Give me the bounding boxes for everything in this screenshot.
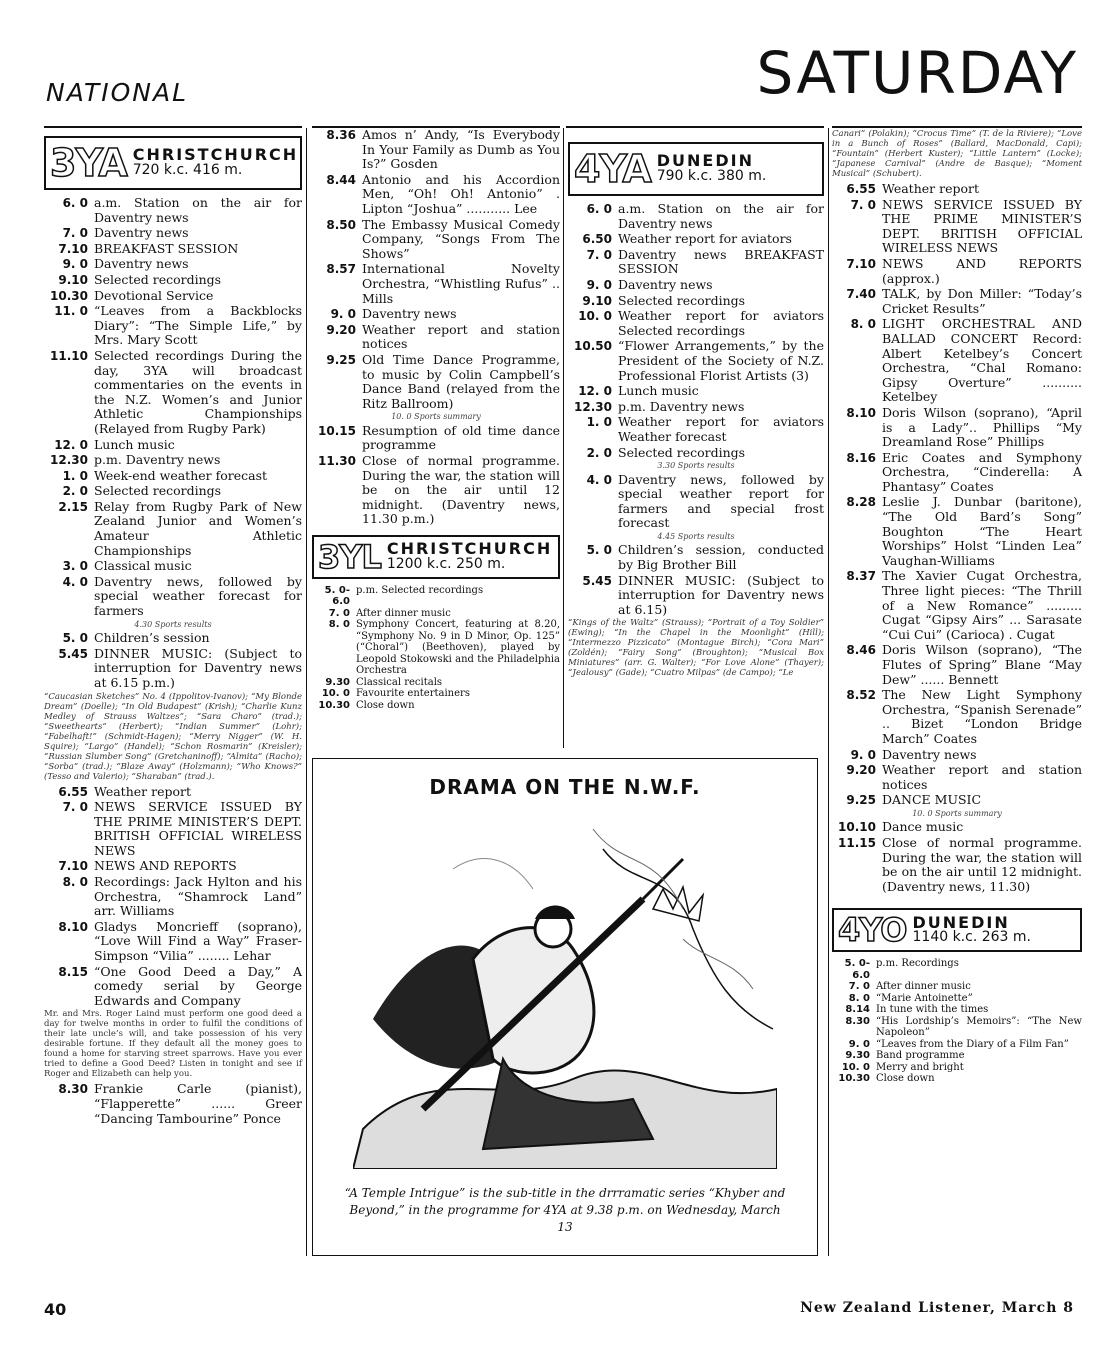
programme-description: Weather report for aviators Weather forecast — [618, 414, 824, 444]
programme-time: 8. 0 — [850, 317, 876, 332]
day-heading: SATURDAY — [756, 39, 1078, 107]
programme-time: 10. 0 — [578, 309, 612, 324]
programme-time: 8.16 — [846, 450, 876, 465]
programme-item — [44, 289, 302, 304]
programme-item — [312, 218, 560, 262]
programme-item — [832, 317, 1082, 405]
programme-time: 7.10 — [58, 859, 88, 874]
programme-description: Children’s session, conducted by Big Brother Bill — [618, 542, 824, 573]
column-3ya — [44, 128, 302, 1127]
programme-description: BREAKFAST SESSION — [94, 240, 239, 256]
programme-time: 11.10 — [50, 348, 88, 363]
programme-description: Weather report for aviators — [618, 231, 792, 247]
programme-description: Leslie J. Dunbar (baritone), “The Old Bard’s Song” Boughton “The Heart Worships” Holst “Linden Lea” Vaughan-Williams — [882, 494, 1082, 568]
schedule-item — [832, 1062, 1082, 1074]
programme-item — [312, 262, 560, 306]
programme-description: Close of normal programme. During the war, the station will be on the air until 12 midnight. (Daventry news, 11.30 p.m.) — [362, 452, 560, 527]
programme-item — [312, 128, 560, 172]
programme-time: 7. 0 — [586, 247, 612, 262]
programme-item — [568, 278, 824, 293]
programme-item — [44, 785, 302, 800]
programme-time: 7.10 — [846, 256, 876, 271]
schedule-time: 9.30 — [845, 1050, 870, 1062]
programme-item — [44, 965, 302, 1009]
programme-time: 11.30 — [318, 453, 356, 468]
programme-item — [568, 339, 824, 383]
programme-item — [44, 226, 302, 241]
programme-description: Doris Wilson (soprano), “April is a Lady”.. Phillips “My Dreamland Rose” Phillips — [882, 404, 1082, 450]
programme-description: Weather report and station notices — [362, 321, 560, 352]
programme-item — [568, 574, 824, 618]
programme-item — [832, 643, 1082, 687]
column-3ya-continued — [312, 128, 560, 711]
programme-item — [44, 1082, 302, 1126]
station-box-3yl — [312, 535, 560, 579]
schedule-time: 10.30 — [318, 699, 350, 711]
programme-item — [832, 198, 1082, 256]
programme-description: Week-end weather forecast — [94, 467, 268, 483]
programme-time: 8.37 — [846, 569, 876, 584]
sports-note: 4.45 Sports results — [657, 531, 735, 541]
dinner-music-list-continued: Canari” (Polakin); “Crocus Time” (T. de la Riviere); “Love in a Bunch of Roses” (Ballard, MacDonald, Capi); “Fountain” (Herbert Kuster); “Little Lantern” (Locke); “Japanese Carnival” (Andre de Basque); “Moment Musical” (Schubert). — [832, 129, 1082, 179]
programme-item — [312, 323, 560, 352]
sports-note: 3.30 Sports results — [657, 461, 735, 471]
programme-description: Children’s session — [94, 630, 210, 646]
programme-time: 12. 0 — [54, 437, 88, 452]
schedule-description: “His Lordship’s Memoirs”: “The New Napoleon” — [876, 1015, 1082, 1039]
programme-description: NEWS SERVICE ISSUED BY THE PRIME MINISTER’S DEPT. BRITISH OFFICIAL WIRELESS NEWS — [94, 799, 302, 858]
programme-description: NEWS AND REPORTS (approx.) — [882, 255, 1082, 286]
programme-description: Devotional Service — [94, 287, 214, 303]
programme-item — [312, 424, 560, 453]
programme-time: 8.50 — [326, 217, 356, 232]
programme-description: Resumption of old time dance programme — [362, 422, 560, 453]
programme-description: Dance music — [882, 819, 964, 835]
schedule-time: 8. 0 — [848, 992, 870, 1004]
programme-description: Selected recordings — [94, 483, 222, 499]
programme-item — [832, 495, 1082, 568]
schedule-item — [312, 688, 560, 700]
programme-description: Selected recordings During the day, 3YA will broadcast commentaries on the events in the N.Z. Women’s and Junior Athletic Championships (Relayed from Rugby Park) — [94, 347, 302, 436]
schedule-description: In tune with the times — [876, 1004, 989, 1016]
programme-description: Daventry news, followed by special weather forecast for farmers — [94, 573, 302, 619]
programme-item — [832, 406, 1082, 450]
dinner-music-list: “Kings of the Waltz” (Strauss); “Portrait of a Toy Soldier” (Ewing); “In the Chapel in the Moonlight” (Hill); “Intermezzo Pizzicato” (Montague Birch); “Cora Mari” (Zoldén); “Fairy Song” (Broughton); “Musical Box Miniatures” (arr. G. Walter); “For Love Alone” (Thayer); “Jealousy” (Gade); “Cuatro Milpas” (de Campo); “Le — [568, 618, 824, 679]
programme-time: 7.10 — [58, 241, 88, 256]
programme-description: “Flower Arrangements,” by the President of the Society of N.Z. Professional Florist Artists (3) — [618, 338, 824, 383]
schedule-item — [312, 585, 560, 608]
programme-item — [832, 287, 1082, 316]
schedule-item — [832, 958, 1082, 981]
programme-time: 7. 0 — [62, 800, 88, 815]
station-box-4ya — [568, 142, 824, 196]
schedule-time: 5. 0-6.0 — [844, 958, 870, 981]
programme-description: Weather report and station notices — [882, 762, 1082, 792]
programme-description: The Xavier Cugat Orchestra, Three light pieces: “The Thrill of a New Romance” ......... Cugat “Gipsy Airs” ... Sarasate “Cui Cui” (Carioca) . Cugat — [882, 568, 1082, 642]
programme-description: Selected recordings — [618, 444, 746, 460]
programme-time: 6. 0 — [62, 196, 88, 210]
programme-time: 5. 0 — [62, 631, 88, 646]
programme-time: 9.25 — [846, 793, 876, 808]
programme-time: 9. 0 — [62, 257, 88, 272]
programme-time: 9.10 — [58, 272, 88, 287]
station-call-sign: 3YA — [50, 141, 127, 185]
programme-item — [832, 688, 1082, 746]
programme-item — [568, 248, 824, 277]
schedule-time: 8. 0 — [328, 619, 350, 631]
programme-item — [832, 836, 1082, 894]
dinner-music-list: “Caucasian Sketches” No. 4 (Ippolitov-Ivanov); “My Blonde Dream” (Doelle); “In Old Budapest” (Krish); “Charlie Kunz Medley of Strauss Waltzes”; “Sara Charo” (trad.); “Sweethearts” (Herbert); “Indian Summer” (Lohr); “Fabelhaft!” (Schmidt-Hagen); “Merry Nigger” (W. H. Squire); “Largo” (Handel); “Schon Rosmarin” (Kreisler); “Russian Slumber Song” (Gretchaninoff); “Almita” (Racho); “Sorba” (trad.); “Blaze Away” (Holzmann); “Who Knows?” (Tesso and Valerio); “Sharaban” (trad.). — [44, 691, 302, 782]
programme-description: Daventry news — [362, 306, 457, 322]
station-frequency: 720 k.c. 416 m. — [132, 162, 243, 178]
station-city: CHRISTCHURCH — [386, 539, 553, 559]
programme-description: LIGHT ORCHESTRAL AND BALLAD CONCERT Record: Albert Ketelbey’s Concert Orchestra, “Chal Romano: Gipsy Overture” .......... Ketelbey — [882, 316, 1082, 405]
programme-time: 10.10 — [838, 820, 876, 835]
station-frequency: 790 k.c. 380 m. — [656, 168, 767, 184]
programme-item — [832, 257, 1082, 286]
page-number: 40 — [44, 1300, 67, 1319]
programme-time: 11. 0 — [54, 304, 88, 319]
programme-time: 6. 0 — [586, 202, 612, 216]
schedule-time: 7. 0 — [848, 981, 870, 993]
schedule-item — [312, 619, 560, 677]
programme-description: Daventry news — [94, 256, 189, 272]
programme-item — [44, 920, 302, 964]
drama-caption: “A Temple Intrigue” is the sub-title in the drrramatic series “Khyber and Beyond,” in the programme for 4YA at 9.38 p.m. on Wednesday, March 13 — [344, 1186, 786, 1234]
schedule-description: “Marie Antoinette” — [876, 992, 973, 1004]
programme-item — [568, 400, 824, 415]
programme-time: 9.25 — [326, 352, 356, 367]
programme-time: 11.15 — [838, 836, 876, 851]
programme-time: 1. 0 — [586, 415, 612, 430]
programme-item — [44, 859, 302, 874]
programme-description: International Novelty Orchestra, “Whistling Rufus” .. Mills — [362, 261, 560, 306]
programme-item — [832, 748, 1082, 763]
programme-item — [44, 196, 302, 225]
programme-description: Amos n’ Andy, “Is Everybody In Your Family as Dumb as You Is?” Gosden — [362, 127, 560, 172]
drama-title: DRAMA ON THE N.W.F. — [429, 775, 701, 799]
programme-time: 9.20 — [846, 763, 876, 778]
sports-note: 10. 0 Sports summary — [912, 808, 1002, 818]
programme-item — [44, 453, 302, 468]
programme-item — [312, 353, 560, 411]
programme-time: 9. 0 — [330, 307, 356, 322]
sports-note: 10. 0 Sports summary — [391, 412, 481, 422]
programme-description: TALK, by Don Miller: “Today’s Cricket Results” — [882, 286, 1082, 316]
programme-description: Daventry news — [882, 746, 977, 762]
schedule-item — [832, 1004, 1082, 1016]
station-box-4yo — [832, 908, 1082, 952]
programme-time: 7. 0 — [62, 226, 88, 241]
programme-time: 6.55 — [58, 784, 88, 799]
sports-note: 4.30 Sports results — [134, 619, 212, 629]
programme-description: Classical music — [94, 558, 192, 574]
programme-item — [44, 242, 302, 257]
schedule-description: p.m. Selected recordings — [356, 584, 484, 596]
programme-item — [312, 454, 560, 527]
programme-time: 12.30 — [50, 453, 88, 468]
programme-description: Weather report — [882, 181, 979, 196]
programme-description: Relay from Rugby Park of New Zealand Junior and Women’s Amateur Athletic Championships — [94, 498, 302, 558]
schedule-description: Close down — [356, 699, 415, 711]
programme-time: 5. 0 — [586, 543, 612, 558]
programme-time: 6.55 — [846, 182, 876, 196]
programme-description: Weather report — [94, 783, 191, 799]
programme-description: Close of normal programme. During the war, the station will be on the air until 12 midnight. (Daventry news, 11.30) — [882, 835, 1082, 894]
programme-item — [568, 309, 824, 338]
column-divider — [828, 128, 829, 1256]
station-city: DUNEDIN — [656, 151, 754, 171]
programme-item — [832, 793, 1082, 808]
programme-time: 8.28 — [846, 495, 876, 510]
station-city: CHRISTCHURCH — [132, 145, 299, 165]
programme-item — [312, 307, 560, 322]
schedule-time: 8.14 — [845, 1004, 870, 1016]
programme-description: Old Time Dance Programme, to music by Colin Campbell’s Dance Band (relayed from the Ritz Ballroom) — [362, 351, 560, 411]
schedule-item — [312, 677, 560, 689]
schedule-description: Symphony Concert, featuring at 8.20, “Symphony No. 9 in D Minor, Op. 125” (“Choral”) (Beethoven), played by Leopold Stokowski and the Philadelphia Orchestra — [356, 619, 560, 677]
soldier-illustration — [353, 809, 777, 1169]
programme-item — [568, 202, 824, 231]
programme-description: Lunch music — [94, 436, 175, 452]
programme-item — [44, 559, 302, 574]
programme-description: Gladys Moncrieff (soprano), “Love Will Find a Way” Fraser-Simpson “Vilia” ........ Lehar — [94, 918, 302, 964]
programme-time: 8.46 — [846, 643, 876, 658]
programme-item — [44, 438, 302, 453]
programme-description: DINNER MUSIC: (Subject to interruption for Daventry news at 6.15 p.m.) — [94, 645, 302, 690]
programme-time: 12.30 — [574, 399, 612, 414]
schedule-description: p.m. Recordings — [876, 958, 959, 970]
schedule-item — [832, 1050, 1082, 1062]
drama-illustration-box — [312, 758, 818, 1256]
schedule-time: 7. 0 — [328, 607, 350, 619]
schedule-time: 10. 0 — [321, 688, 350, 700]
programme-time: 8.57 — [326, 262, 356, 277]
station-city: DUNEDIN — [912, 912, 1010, 932]
schedule-time: 8.30 — [845, 1015, 870, 1027]
programme-description: Lunch music — [618, 383, 699, 399]
programme-item — [44, 575, 302, 619]
programme-item — [44, 484, 302, 499]
programme-time: 8.52 — [846, 688, 876, 703]
station-frequency: 1200 k.c. 250 m. — [386, 555, 506, 572]
programme-item — [44, 349, 302, 437]
programme-time: 2. 0 — [62, 484, 88, 499]
programme-time: 8.36 — [326, 128, 356, 142]
programme-time: 10.15 — [318, 423, 356, 438]
schedule-description: Close down — [876, 1073, 935, 1085]
programme-description: The Embassy Musical Comedy Company, “Songs From The Shows” — [362, 216, 560, 261]
programme-item — [568, 446, 824, 461]
programme-item — [44, 631, 302, 646]
programme-time: 8.15 — [58, 964, 88, 979]
programme-time: 10.30 — [50, 288, 88, 303]
programme-description: Recordings: Jack Hylton and his Orchestra, “Shamrock Land” arr. Williams — [94, 874, 302, 919]
schedule-item — [312, 700, 560, 712]
schedule-description: Band programme — [876, 1050, 965, 1062]
programme-time: 8.10 — [58, 919, 88, 934]
programme-description: “One Good Deed a Day,” A comedy serial by George Edwards and Company — [94, 963, 302, 1008]
schedule-description: After dinner music — [876, 981, 971, 993]
section-label: NATIONAL — [46, 78, 189, 107]
programme-item — [832, 451, 1082, 495]
schedule-item — [832, 993, 1082, 1005]
schedule-description: Merry and bright — [876, 1061, 964, 1073]
schedule-item — [832, 1039, 1082, 1051]
programme-description: DANCE MUSIC — [882, 792, 982, 808]
schedule-time: 5. 0-6.0 — [324, 584, 350, 608]
programme-item — [568, 473, 824, 531]
schedule-item — [832, 981, 1082, 993]
programme-description: Selected recordings — [94, 271, 222, 287]
programme-item — [568, 415, 824, 444]
programme-time: 2. 0 — [586, 445, 612, 460]
column-4ya — [568, 128, 824, 681]
programme-description: NEWS AND REPORTS — [94, 858, 237, 874]
programme-time: 4. 0 — [586, 472, 612, 487]
programme-time: 8. 0 — [62, 875, 88, 890]
programme-item — [44, 257, 302, 272]
station-call-sign: 3YL — [318, 537, 381, 576]
programme-description: Daventry news, followed by special weather report for farmers and special frost forecast — [618, 471, 824, 531]
schedule-time: 10.30 — [838, 1073, 870, 1085]
programme-description: Eric Coates and Symphony Orchestra, “Cinderella: A Phantasy” Coates — [882, 449, 1082, 494]
station-call-sign: 4YA — [574, 147, 651, 191]
column-divider — [563, 128, 564, 748]
programme-time: 10.50 — [574, 339, 612, 354]
programme-description: NEWS SERVICE ISSUED BY THE PRIME MINISTER’S DEPT. BRITISH OFFICIAL WIRELESS NEWS — [882, 196, 1082, 256]
programme-item — [44, 800, 302, 858]
programme-time: 2.15 — [58, 499, 88, 514]
programme-time: 7.40 — [846, 287, 876, 302]
programme-time: 9. 0 — [850, 747, 876, 762]
programme-item — [44, 304, 302, 348]
programme-time: 7. 0 — [850, 197, 876, 212]
programme-time: 8.10 — [846, 405, 876, 420]
column-divider — [306, 128, 307, 1256]
schedule-description: Favourite entertainers — [356, 688, 470, 700]
programme-item — [832, 569, 1082, 642]
programme-time: 9.20 — [326, 322, 356, 337]
column-4ya-continued — [832, 128, 1082, 1085]
programme-time: 9. 0 — [586, 277, 612, 292]
schedule-description: Classical recitals — [356, 676, 443, 688]
programme-time: 3. 0 — [62, 559, 88, 574]
programme-description: DINNER MUSIC: (Subject to interruption for Daventry news at 6.15) — [618, 572, 824, 617]
programme-description: Antonio and his Accordion Men, “Oh! Oh! Antonio” . Lipton “Joshua” ........... Lee — [362, 171, 560, 216]
programme-description: Daventry news — [618, 276, 713, 292]
programme-time: 12. 0 — [578, 384, 612, 399]
programme-item — [832, 763, 1082, 792]
schedule-description: “Leaves from the Diary of a Film Fan” — [876, 1038, 1069, 1050]
programme-description: a.m. Station on the air for Daventry news — [94, 195, 302, 225]
programme-item — [832, 820, 1082, 835]
programme-time: 9.10 — [582, 293, 612, 308]
programme-description: Weather report for aviators Selected recordings — [618, 308, 824, 338]
programme-description: The New Light Symphony Orchestra, “Spanish Serenade” .. Bizet “London Bridge March” Coates — [882, 687, 1082, 746]
serial-synopsis: Mr. and Mrs. Roger Laind must perform one good deed a day for twelve months in order to fulfil the conditions of their late uncle’s will, and take possession of his very desirable fortune. If they default all the money goes to found a home for starving street sparrows. Have you ever tried to define a Good Deed? Listen in tonight and see if Roger and Elizabeth can help you. — [44, 1009, 302, 1080]
publication-credit: New Zealand Listener, March 8 — [800, 1300, 1074, 1316]
programme-item — [44, 273, 302, 288]
programme-item — [832, 182, 1082, 197]
programme-description: Doris Wilson (soprano), “The Flutes of Spring” Blane “May Dew” ...... Bennett — [882, 642, 1082, 687]
programme-description: “Leaves from a Backblocks Diary”: “The Simple Life,” by Mrs. Mary Scott — [94, 303, 302, 348]
programme-description: a.m. Station on the air for Daventry news — [618, 201, 824, 231]
programme-item — [44, 647, 302, 691]
station-call-sign: 4YO — [838, 911, 907, 950]
programme-item — [312, 173, 560, 217]
programme-item — [568, 384, 824, 399]
programme-description: Daventry news — [94, 225, 189, 241]
programme-description: Selected recordings — [618, 292, 746, 308]
programme-time: 8.44 — [326, 172, 356, 187]
schedule-time: 9. 0 — [848, 1038, 870, 1050]
programme-time: 4. 0 — [62, 574, 88, 589]
programme-time: 1. 0 — [62, 468, 88, 483]
programme-item — [44, 875, 302, 919]
schedule-item — [832, 1016, 1082, 1039]
programme-description: Daventry news BREAKFAST SESSION — [618, 246, 824, 277]
schedule-item — [312, 608, 560, 620]
programme-time: 5.45 — [58, 646, 88, 661]
schedule-description: After dinner music — [356, 607, 451, 619]
schedule-time: 9.30 — [325, 676, 350, 688]
station-frequency: 1140 k.c. 263 m. — [912, 929, 1031, 946]
programme-time: 6.50 — [582, 232, 612, 247]
programme-item — [44, 500, 302, 558]
programme-time: 8.30 — [58, 1082, 88, 1097]
programme-item — [568, 294, 824, 309]
programme-description: p.m. Daventry news — [618, 398, 745, 414]
programme-description: p.m. Daventry news — [94, 452, 221, 468]
programme-time: 5.45 — [582, 573, 612, 588]
station-box-3ya — [44, 136, 302, 190]
programme-description: Frankie Carle (pianist), “Flapperette” ...... Greer “Dancing Tambourine” Ponce — [94, 1081, 302, 1126]
schedule-time: 10. 0 — [841, 1061, 870, 1073]
programme-item — [568, 232, 824, 247]
schedule-item — [832, 1073, 1082, 1085]
programme-item — [44, 469, 302, 484]
programme-item — [568, 543, 824, 572]
